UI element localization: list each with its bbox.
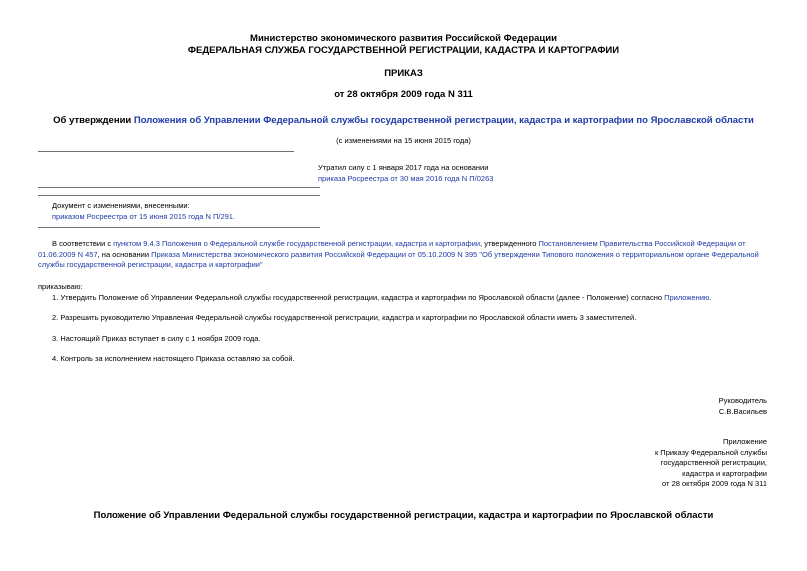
amended-block bbox=[52, 200, 235, 222]
expired-link[interactable]: приказа Росреестра от 30 мая 2016 года N П/0263 bbox=[318, 174, 494, 183]
signature-block bbox=[719, 396, 767, 417]
appendix-line: Приложение bbox=[723, 437, 767, 446]
order-item-text: . bbox=[709, 293, 712, 302]
appendix-line: государственной регистрации, bbox=[660, 458, 767, 467]
document-date: от 28 октября 2009 года N 311 bbox=[334, 89, 473, 100]
appendix-line: от 28 октября 2009 года N 311 bbox=[662, 479, 767, 488]
appendix-line: кадастра и картографии bbox=[682, 468, 767, 478]
divider bbox=[38, 227, 320, 228]
signature-name: С.В.Васильев bbox=[718, 406, 767, 416]
amended-link[interactable]: приказом Росреестра от 15 июня 2015 года N П/291. bbox=[52, 212, 236, 221]
divider bbox=[38, 151, 294, 152]
preamble-link-2[interactable]: Постановлением Правительства Российской Федерации от 01.06.2009 N 457 bbox=[38, 239, 746, 259]
preamble-link-3[interactable]: Приказа Министерства экономического развития Российской Федерации от 05.10.2009 N 395 "Об утверждении Типового положения о территориальном органе Федеральной службы государственной регистрации, кадастра и картографии" bbox=[38, 249, 759, 269]
appendix-block bbox=[655, 437, 767, 490]
preamble-text: , утвержденного bbox=[480, 239, 539, 248]
ministry-name: Министерство экономического развития Российской Федерации bbox=[250, 33, 557, 44]
order-item-text: 1. Утвердить Положение об Управлении Федеральной службы государственной регистрации, кадастра и картографии по Ярославской области (далее - Положение) согласно bbox=[52, 293, 665, 302]
appendix-link[interactable]: Приложению bbox=[664, 293, 710, 302]
divider bbox=[38, 195, 320, 196]
divider bbox=[38, 187, 320, 188]
order-item-1 bbox=[38, 293, 770, 304]
order-item-2: 2. Разрешить руководителю Управления Федеральной службы государственной регистрации, кадастра и картографии по Ярославской области иметь 3 заместителей. bbox=[52, 313, 637, 322]
regulation-title: Положение об Управлении Федеральной службы государственной регистрации, кадастра и картографии по Ярославской области bbox=[93, 510, 714, 521]
document-title bbox=[0, 115, 807, 126]
preamble-link-1[interactable]: пунктом 9.4.3 Положения о Федеральной службе государственной регистрации, кадастра и картографии bbox=[113, 239, 481, 248]
changes-note: (с изменениями на 15 июня 2015 года) bbox=[336, 136, 471, 145]
title-link[interactable]: Положения об Управлении Федеральной службы государственной регистрации, кадастра и картографии по Ярославской области bbox=[133, 115, 754, 126]
document-type: ПРИКАЗ bbox=[384, 68, 423, 79]
preamble bbox=[38, 239, 770, 271]
signature-position: Руководитель bbox=[718, 396, 767, 405]
amended-text: Документ с изменениями, внесенными: bbox=[52, 201, 190, 210]
expired-text: Утратил силу с 1 января 2017 года на основании bbox=[318, 163, 489, 172]
expired-block bbox=[318, 162, 493, 184]
service-name: ФЕДЕРАЛЬНАЯ СЛУЖБА ГОСУДАРСТВЕННОЙ РЕГИСТРАЦИИ, КАДАСТРА И КАРТОГРАФИИ bbox=[187, 45, 620, 56]
orders-word: приказываю: bbox=[38, 282, 83, 291]
order-item-3: 3. Настоящий Приказ вступает в силу с 1 ноября 2009 года. bbox=[52, 334, 261, 343]
title-prefix: Об утверждении bbox=[53, 115, 134, 126]
preamble-text: В соответствии с bbox=[52, 239, 114, 248]
appendix-line: к Приказу Федеральной службы bbox=[654, 447, 767, 457]
preamble-text: , на основании bbox=[97, 249, 152, 259]
order-item-4: 4. Контроль за исполнением настоящего Приказа оставляю за собой. bbox=[52, 354, 295, 363]
